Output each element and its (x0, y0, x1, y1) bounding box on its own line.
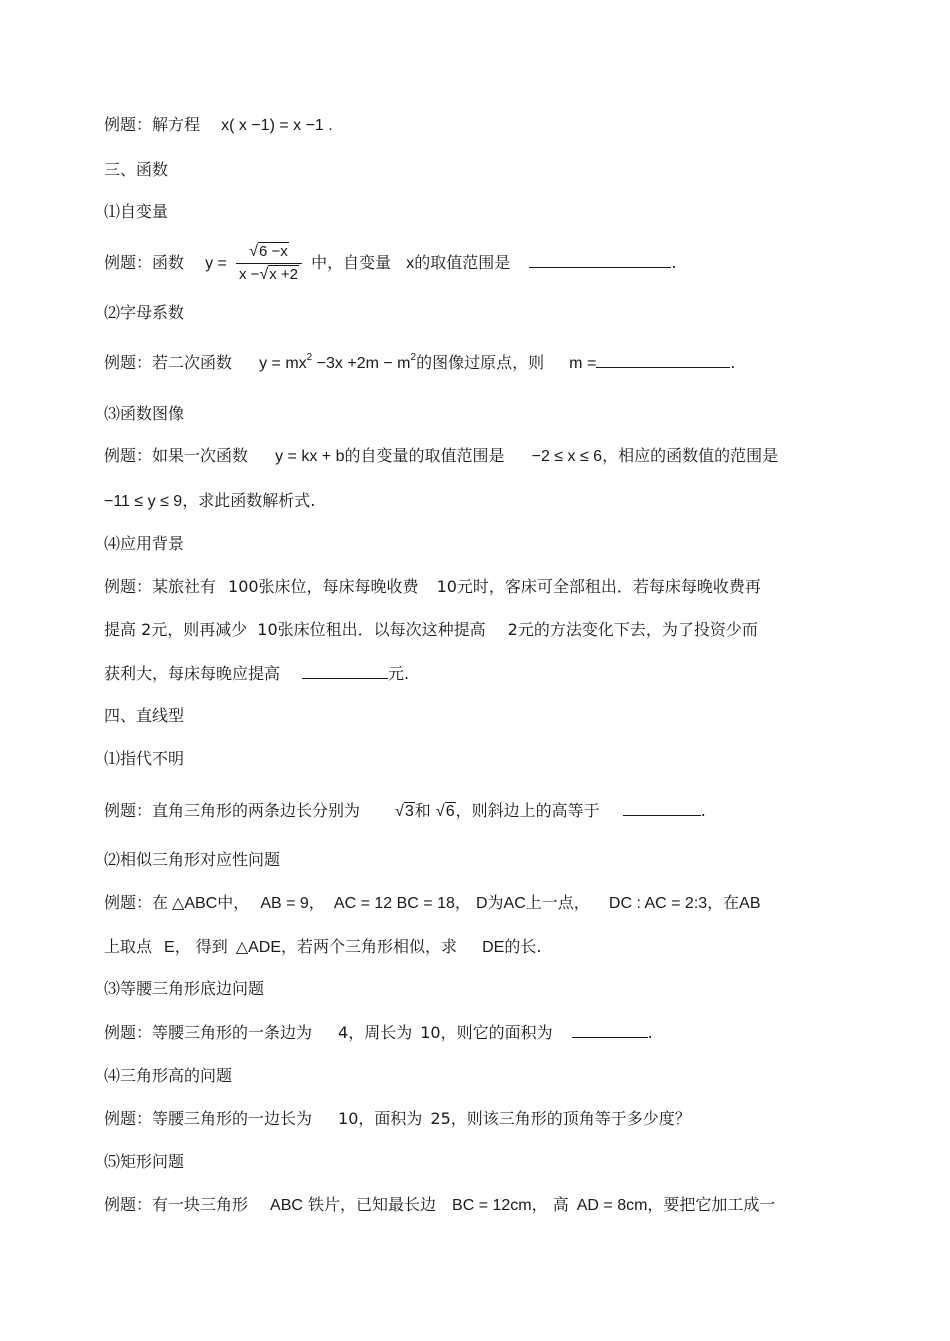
answer-blank (529, 253, 671, 268)
example-label: 例题：解方程 (104, 115, 201, 134)
example-quadratic: 例题：若二次函数 $y = mx^2 -3x +2m - m^2$的图像过原点，则 m = . (104, 352, 736, 372)
example-similar-triangles-cont: 上取点 E， 得到 △ADE，若两个三角形相似，求 DE的长. (104, 937, 542, 956)
example-label: 例题：函数 (104, 253, 185, 272)
subsection-heading: ⑸矩形问题 (104, 1152, 185, 1171)
example-similar-triangles: 例题：在 △ABC中， AB = 9， AC = 12 BC = 18， D为AC上一点， DC : AC = 2:3，在AB (104, 893, 761, 912)
example-solve-equation (104, 114, 333, 137)
sqrt-6: √6 (435, 803, 455, 820)
domain-range: −2 ≤ x ≤ 6 (531, 448, 603, 465)
answer-blank (572, 1023, 648, 1038)
subsection-heading: ⑶函数图像 (104, 404, 185, 423)
example-application-cont: 提高 2元，则再减少 10张床位租出．以每次这种提高 2元的方法变化下去，为了投资少而 (104, 620, 758, 639)
answer-blank (623, 801, 701, 816)
fraction (236, 242, 302, 285)
example-linear-function-cont (104, 490, 315, 513)
value-range: −11 ≤ y ≤ 9 (104, 493, 183, 510)
example-linear-function (104, 445, 778, 468)
subsection-heading: ⑷三角形高的问题 (104, 1066, 233, 1085)
subsection-heading: ⑶等腰三角形底边问题 (104, 979, 265, 998)
section-heading: 三、函数 (104, 160, 169, 179)
example-label: 例题：如果一次函数 (104, 446, 249, 465)
answer-blank (302, 664, 388, 679)
linear-expression: y = kx + b (275, 448, 345, 465)
denominator: x −√x +2 (239, 266, 298, 283)
section-heading: 四、直线型 (104, 706, 185, 725)
answer-blank (596, 353, 730, 368)
example-right-triangle: 例题：直角三角形的两条边长分别为 √3和 √6，则斜边上的高等于 . (104, 800, 706, 823)
text: 的取值范围是 (414, 253, 511, 272)
example-application: 例题：某旅社有 100张床位，每床每晚收费 10元时，客床可全部租出．若每床每晚收费再 (104, 577, 761, 596)
quadratic-expression: $y = mx^2 -3x +2m - m^2$ (259, 352, 417, 372)
example-label: 例题：直角三角形的两条边长分别为 (104, 801, 361, 820)
subsection-heading: ⑵字母系数 (104, 303, 185, 322)
example-label: 例题：若二次函数 (104, 353, 233, 372)
subsection-heading: ⑵相似三角形对应性问题 (104, 850, 281, 869)
subsection-heading: ⑷应用背景 (104, 534, 185, 553)
example-isosceles-base: 例题：等腰三角形的一条边为 4，周长为 10，则它的面积为 . (104, 1023, 653, 1042)
text: 的自变量的取值范围是 (344, 446, 505, 465)
text: 的图像过原点，则 (416, 353, 545, 372)
text: ，求此函数解析式. (182, 491, 316, 510)
variable: x (406, 255, 415, 272)
sqrt-3: √3 (395, 803, 414, 820)
example-function-domain: 例题：函数 y = $\frac{√6 -x}{x -√x +2}$ 中，自变量 x的取值范围是 . (104, 243, 677, 283)
function-lhs: y = (205, 255, 227, 272)
example-rectangle: 例题：有一块三角形 ABC 铁片，已知最长边 BC = 12cm， 高 AD = 8cm，要把它加工成一 (104, 1195, 776, 1214)
text: ，相应的函数值的范围是 (602, 446, 779, 465)
example-application-cont: 获利大，每床每晚应提高 元. (104, 664, 410, 683)
text: 中，自变量 (311, 253, 392, 272)
m-equals: m = (569, 355, 597, 372)
subsection-heading: ⑴指代不明 (104, 749, 185, 768)
numerator: √6 −x (236, 242, 302, 264)
subsection-heading: ⑴自变量 (104, 202, 169, 221)
example-triangle-height: 例题：等腰三角形的一边长为 10，面积为 25，则该三角形的顶角等于多少度？ (104, 1109, 691, 1128)
equation: x( x −1) = x −1 . (221, 117, 333, 134)
